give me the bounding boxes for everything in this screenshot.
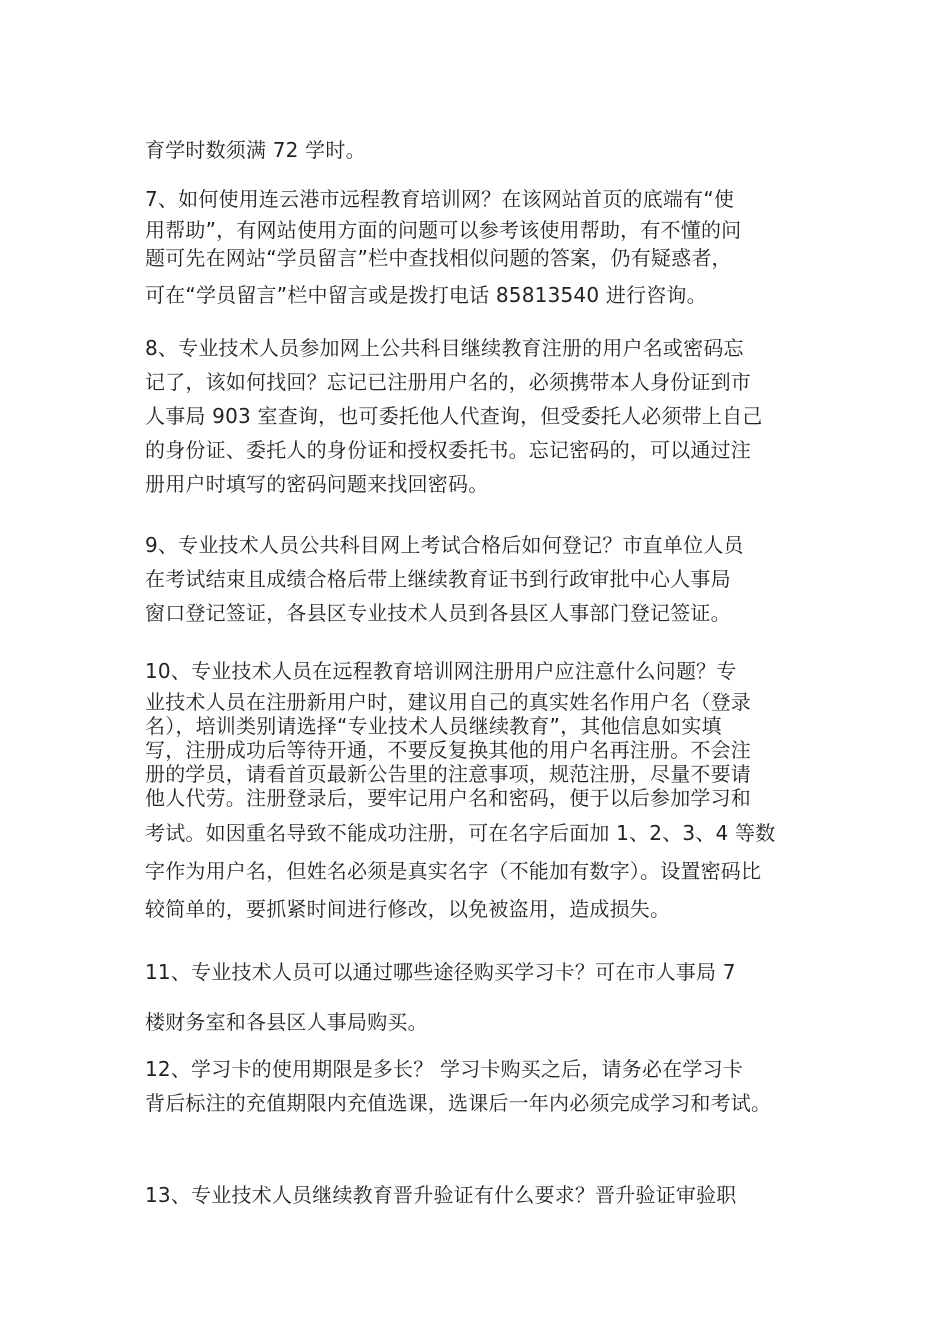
text-line: 可在“学员留言”栏中留言或是拨打电话 85813540 进行咨询。 bbox=[145, 283, 707, 307]
text-line: 12、学习卡的使用期限是多长？ 学习卡购买之后，请务必在学习卡 bbox=[145, 1057, 744, 1081]
paragraph-item-9 bbox=[145, 528, 825, 630]
text-line: 育学时数须满 72 学时。 bbox=[145, 138, 366, 162]
text-line: 册的学员，请看首页最新公告里的注意事项，规范注册，尽量不要请 bbox=[145, 762, 751, 786]
paragraph-item-10 bbox=[145, 652, 825, 926]
text-line: 册用户时填写的密码问题来找回密码。 bbox=[145, 472, 489, 496]
text-line: 楼财务室和各县区人事局购买。 bbox=[145, 1010, 428, 1034]
text-line: 10、专业技术人员在远程教育培训网注册用户应注意什么问题？专 bbox=[145, 659, 737, 683]
paragraph-item-12 bbox=[145, 1052, 825, 1120]
text-line: 名），培训类别请选择“专业技术人员继续教育”，其他信息如实填 bbox=[145, 714, 722, 738]
paragraph-item-6-tail bbox=[145, 133, 825, 167]
text-line: 人事局 903 室查询，也可委托他人代查询，但受委托人必须带上自己 bbox=[145, 404, 763, 428]
text-line: 背后标注的充值期限内充值选课，选课后一年内必须完成学习和考试。 bbox=[145, 1091, 772, 1115]
text-line: 窗口登记签证，各县区专业技术人员到各县区人事部门登记签证。 bbox=[145, 601, 731, 625]
text-line: 题可先在网站“学员留言”栏中查找相似问题的答案，仍有疑惑者， bbox=[145, 246, 732, 270]
text-line: 11、专业技术人员可以通过哪些途径购买学习卡？可在市人事局 7 bbox=[145, 960, 736, 984]
paragraph-item-13 bbox=[145, 1178, 825, 1212]
text-line: 7、如何使用连云港市远程教育培训网？在该网站首页的底端有“使 bbox=[145, 187, 735, 211]
text-line: 用帮助”，有网站使用方面的问题可以参考该使用帮助，有不懂的问 bbox=[145, 218, 742, 242]
paragraph-item-8 bbox=[145, 331, 825, 501]
text-line: 13、专业技术人员继续教育晋升验证有什么要求？晋升验证审验职 bbox=[145, 1183, 737, 1207]
text-line: 写，注册成功后等待开通，不要反复换其他的用户名再注册。不会注 bbox=[145, 738, 751, 762]
text-line: 8、专业技术人员参加网上公共科目继续教育注册的用户名或密码忘 bbox=[145, 336, 744, 360]
text-line: 9、专业技术人员公共科目网上考试合格后如何登记？市直单位人员 bbox=[145, 533, 744, 557]
text-line: 考试。如因重名导致不能成功注册，可在名字后面加 1、2、3、4 等数 bbox=[145, 821, 776, 845]
paragraph-item-7 bbox=[145, 182, 825, 312]
paragraph-item-11 bbox=[145, 955, 825, 1039]
text-line: 较简单的，要抓紧时间进行修改，以免被盗用，造成损失。 bbox=[145, 897, 671, 921]
text-line: 记了，该如何找回？忘记已注册用户名的，必须携带本人身份证到市 bbox=[145, 370, 751, 394]
text-line: 他人代劳。注册登录后，要牢记用户名和密码，便于以后参加学习和 bbox=[145, 786, 751, 810]
text-line: 在考试结束且成绩合格后带上继续教育证书到行政审批中心人事局 bbox=[145, 567, 731, 591]
text-line: 业技术人员在注册新用户时，建议用自己的真实姓名作用户名（登录 bbox=[145, 690, 751, 714]
text-line: 字作为用户名，但姓名必须是真实名字（不能加有数字）。设置密码比 bbox=[145, 859, 762, 883]
text-line: 的身份证、委托人的身份证和授权委托书。忘记密码的，可以通过注 bbox=[145, 438, 751, 462]
